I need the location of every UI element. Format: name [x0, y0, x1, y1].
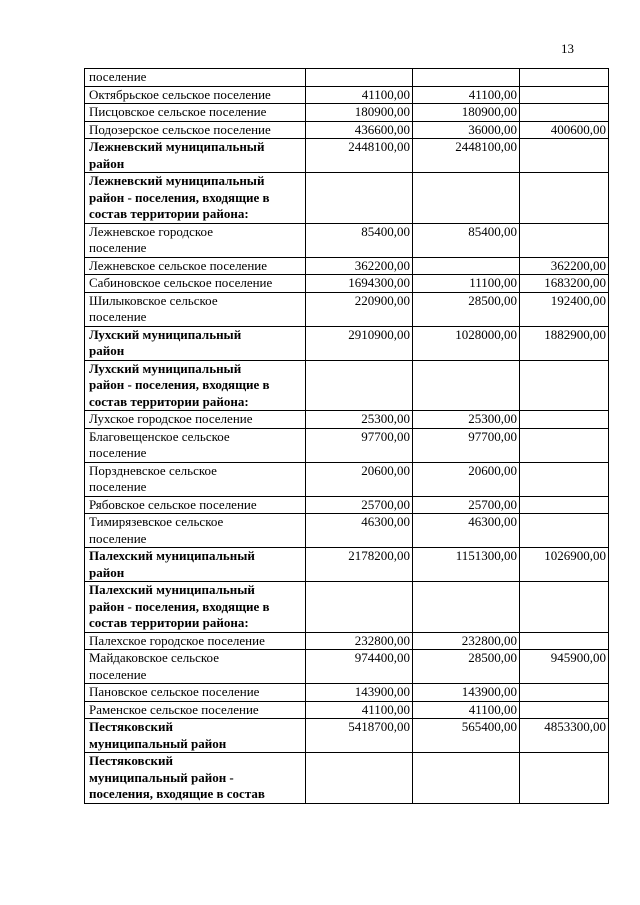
name-line: Палехское городское поселение: [89, 632, 265, 648]
amount-v3: [520, 104, 609, 122]
settlement-row: [85, 86, 609, 104]
name-cell: [85, 223, 306, 257]
amount-v1: 20600,00: [306, 462, 413, 496]
name-cell: [85, 496, 306, 514]
amount-v2: 232800,00: [413, 632, 520, 650]
amount-v1: 41100,00: [306, 86, 413, 104]
settlement-row: [85, 496, 609, 514]
amount-v3: 1683200,00: [520, 275, 609, 293]
name-cell: [85, 360, 306, 411]
amount-v2: 565400,00: [413, 719, 520, 753]
amount-v3: 945900,00: [520, 650, 609, 684]
name-cell: [85, 121, 306, 139]
amount-v2: 25700,00: [413, 496, 520, 514]
name-line: Лежневский муниципальный: [89, 173, 265, 188]
name-line: Палехский муниципальный: [89, 582, 255, 597]
name-line: Майдаковское сельское: [89, 650, 219, 665]
district-row: [85, 582, 609, 633]
name-line: Писцовское сельское поселение: [89, 104, 267, 119]
amount-v2: 36000,00: [413, 121, 520, 139]
name-cell: [85, 292, 306, 326]
name-line: Пестяковский: [89, 753, 173, 768]
amount-v2: 85400,00: [413, 223, 520, 257]
settlement-row: [85, 684, 609, 702]
name-line: район: [89, 564, 125, 580]
amount-v1: [306, 582, 413, 633]
amount-v1: [306, 360, 413, 411]
budget-table-body: [85, 69, 609, 804]
settlement-row: [85, 411, 609, 429]
amount-v3: [520, 139, 609, 173]
name-line: район: [89, 343, 125, 358]
name-line: поселение: [89, 666, 147, 682]
amount-v3: [520, 684, 609, 702]
name-line: район - поселения, входящие в: [89, 598, 270, 614]
settlement-row: [85, 462, 609, 496]
amount-v1: 436600,00: [306, 121, 413, 139]
settlement-row: [85, 632, 609, 650]
amount-v1: 97700,00: [306, 428, 413, 462]
name-cell: [85, 582, 306, 633]
amount-v3: [520, 86, 609, 104]
amount-v1: 85400,00: [306, 223, 413, 257]
name-cell: [85, 257, 306, 275]
name-line: муниципальный район -: [89, 769, 234, 785]
name-line: Лежневское городское: [89, 223, 213, 239]
name-cell: [85, 411, 306, 429]
amount-v3: [520, 360, 609, 411]
name-cell: [85, 104, 306, 122]
district-row: [85, 548, 609, 582]
amount-v2: 25300,00: [413, 411, 520, 429]
name-cell: [85, 86, 306, 104]
name-line: Лухский муниципальный: [89, 360, 242, 376]
amount-v3: [520, 701, 609, 719]
name-line: Лежневское сельское поселение: [89, 257, 268, 273]
district-row: [85, 360, 609, 411]
settlement-row: [85, 292, 609, 326]
amount-v1: 5418700,00: [306, 719, 413, 753]
amount-v3: 1882900,00: [520, 326, 609, 360]
amount-v1: [306, 753, 413, 804]
name-line: район - поселения, входящие в: [89, 189, 270, 205]
amount-v1: [306, 69, 413, 87]
amount-v3: [520, 582, 609, 633]
amount-v1: [306, 173, 413, 224]
page-number: 13: [561, 41, 574, 56]
amount-v2: 28500,00: [413, 650, 520, 684]
district-row: [85, 719, 609, 753]
amount-v2: 46300,00: [413, 514, 520, 548]
name-line: Лухский муниципальный: [89, 326, 242, 342]
name-line: Лежневский муниципальный: [89, 139, 265, 154]
amount-v3: [520, 428, 609, 462]
name-line: Шилыковское сельское: [89, 292, 218, 308]
name-cell: [85, 428, 306, 462]
settlement-row: [85, 428, 609, 462]
amount-v1: 46300,00: [306, 514, 413, 548]
amount-v3: [520, 496, 609, 514]
settlement-row: [85, 257, 609, 275]
name-line: Пановское сельское поселение: [89, 684, 260, 699]
name-line: муниципальный район: [89, 735, 227, 751]
settlement-row: [85, 69, 609, 87]
name-line: состав территории района: [89, 615, 245, 630]
name-cell: [85, 753, 306, 804]
name-line: Рябовское сельское поселение: [89, 496, 257, 512]
name-line: поселение: [89, 445, 147, 460]
amount-v3: 400600,00: [520, 121, 609, 139]
name-line: Порздневское сельское: [89, 462, 217, 478]
name-cell: [85, 69, 306, 87]
name-line: состав территории района:: [89, 206, 249, 221]
budget-table: [84, 68, 609, 804]
name-cell: [85, 326, 306, 360]
name-line: район: [89, 155, 125, 171]
district-row: [85, 139, 609, 173]
name-line: поселение: [89, 479, 147, 494]
name-cell: [85, 701, 306, 719]
name-suffix: :: [244, 615, 249, 630]
settlement-row: [85, 275, 609, 293]
amount-v1: 220900,00: [306, 292, 413, 326]
name-line: состав территории района:: [89, 393, 249, 409]
name-cell: [85, 719, 306, 753]
district-row: [85, 173, 609, 224]
district-row: [85, 326, 609, 360]
name-line: Палехский муниципальный: [89, 548, 255, 563]
amount-v2: 2448100,00: [413, 139, 520, 173]
name-cell: [85, 173, 306, 224]
amount-v3: [520, 411, 609, 429]
amount-v1: 2178200,00: [306, 548, 413, 582]
amount-v3: 192400,00: [520, 292, 609, 326]
name-cell: [85, 650, 306, 684]
name-line: Сабиновское сельское поселение: [89, 275, 273, 290]
amount-v3: [520, 514, 609, 548]
name-cell: [85, 632, 306, 650]
amount-v1: 232800,00: [306, 632, 413, 650]
name-line: Лухское городское поселение: [89, 411, 253, 426]
settlement-row: [85, 514, 609, 548]
amount-v3: [520, 223, 609, 257]
amount-v1: 1694300,00: [306, 275, 413, 293]
amount-v3: [520, 462, 609, 496]
name-line: Октябрьское сельское поселение: [89, 86, 271, 102]
name-line: район - поселения, входящие в: [89, 377, 270, 392]
amount-v2: 143900,00: [413, 684, 520, 702]
amount-v2: 97700,00: [413, 428, 520, 462]
settlement-row: [85, 121, 609, 139]
amount-v1: 25300,00: [306, 411, 413, 429]
settlement-row: [85, 223, 609, 257]
amount-v1: 2910900,00: [306, 326, 413, 360]
amount-v1: 2448100,00: [306, 139, 413, 173]
name-line: поселение: [89, 530, 147, 546]
amount-v3: [520, 753, 609, 804]
amount-v3: [520, 173, 609, 224]
name-cell: [85, 462, 306, 496]
amount-v2: 41100,00: [413, 86, 520, 104]
name-line: Тимирязевское сельское: [89, 514, 224, 529]
amount-v2: 180900,00: [413, 104, 520, 122]
amount-v2: 28500,00: [413, 292, 520, 326]
name-cell: [85, 139, 306, 173]
name-line: поселение: [89, 69, 147, 84]
name-line: Раменское сельское поселение: [89, 701, 259, 717]
settlement-row: [85, 650, 609, 684]
amount-v2: [413, 360, 520, 411]
amount-v1: 180900,00: [306, 104, 413, 122]
amount-v1: 41100,00: [306, 701, 413, 719]
amount-v2: 11100,00: [413, 275, 520, 293]
amount-v2: [413, 582, 520, 633]
name-line: Благовещенское сельское: [89, 428, 230, 444]
name-line: поселение: [89, 309, 147, 324]
name-cell: [85, 684, 306, 702]
amount-v1: 974400,00: [306, 650, 413, 684]
amount-v3: 1026900,00: [520, 548, 609, 582]
name-cell: [85, 514, 306, 548]
amount-v2: [413, 753, 520, 804]
name-line: поселение: [89, 240, 147, 255]
district-row: [85, 753, 609, 804]
name-line: Подозерское сельское поселение: [89, 121, 271, 137]
amount-v3: [520, 69, 609, 87]
amount-v3: 362200,00: [520, 257, 609, 275]
amount-v2: [413, 173, 520, 224]
amount-v2: 41100,00: [413, 701, 520, 719]
amount-v1: 362200,00: [306, 257, 413, 275]
amount-v2: [413, 257, 520, 275]
amount-v2: 1028000,00: [413, 326, 520, 360]
settlement-row: [85, 104, 609, 122]
name-line: Пестяковский: [89, 719, 173, 734]
amount-v1: 25700,00: [306, 496, 413, 514]
settlement-row: [85, 701, 609, 719]
amount-v3: 4853300,00: [520, 719, 609, 753]
name-cell: [85, 548, 306, 582]
amount-v2: 20600,00: [413, 462, 520, 496]
amount-v3: [520, 632, 609, 650]
amount-v2: 1151300,00: [413, 548, 520, 582]
name-cell: [85, 275, 306, 293]
name-line: поселения, входящие в состав: [89, 786, 265, 801]
amount-v1: 143900,00: [306, 684, 413, 702]
amount-v2: [413, 69, 520, 87]
